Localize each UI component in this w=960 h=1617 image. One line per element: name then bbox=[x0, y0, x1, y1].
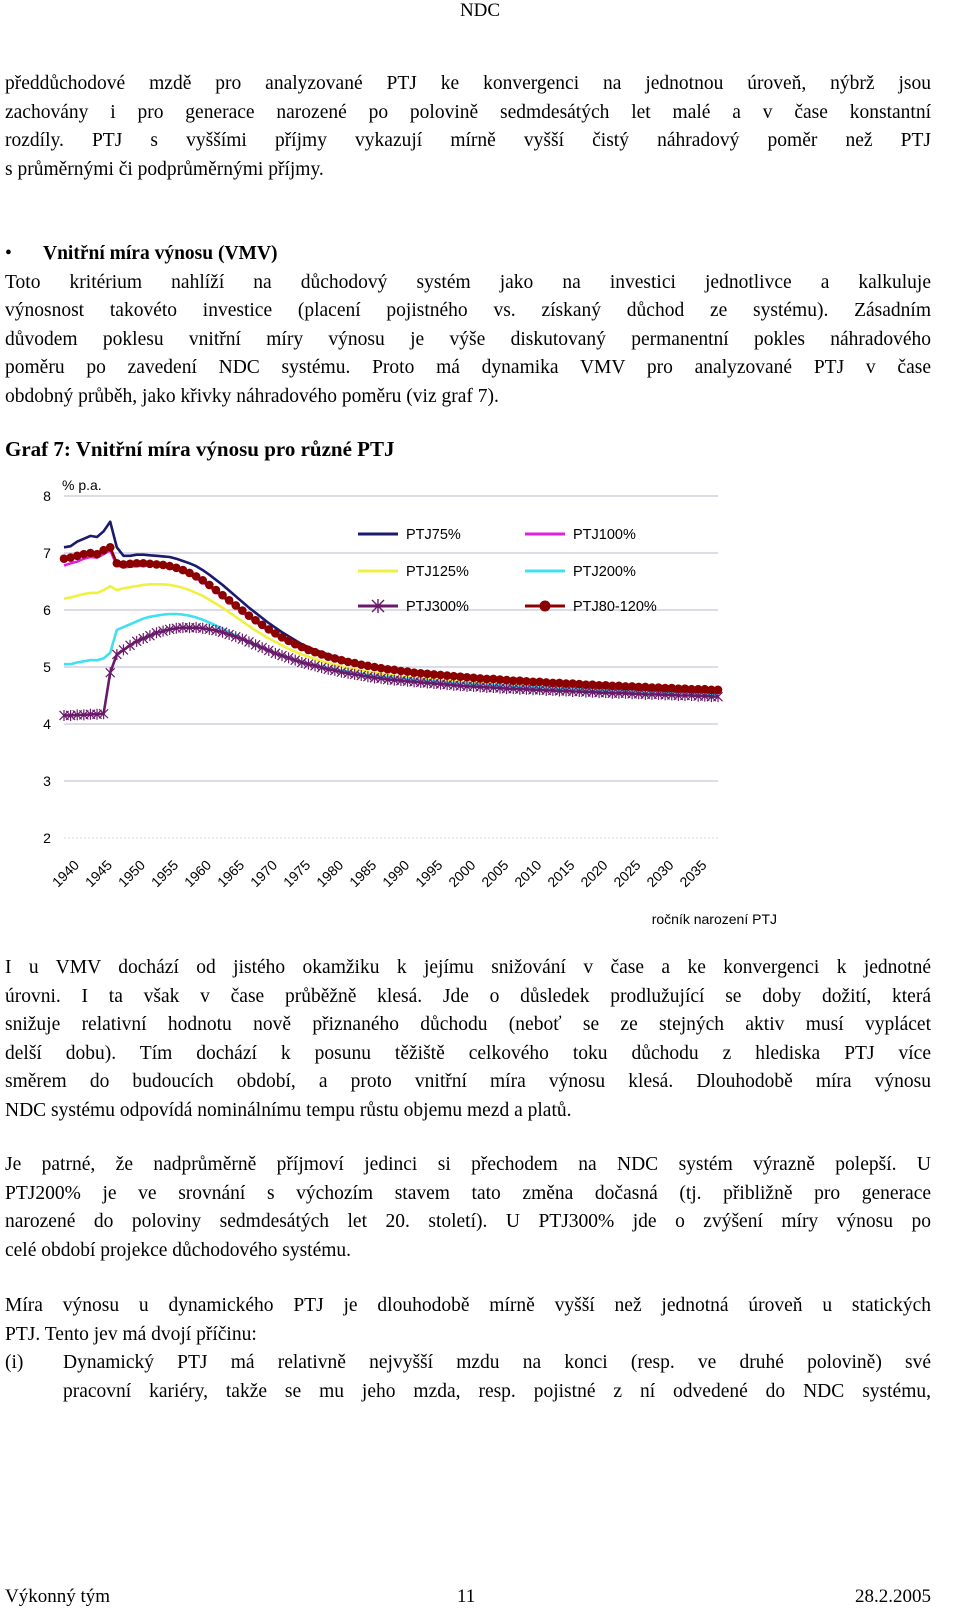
vmv-chart bbox=[0, 470, 960, 940]
text-line: poměru po zavedení NDC systému. Proto má dynamika VMV pro analyzované PTJ v čase bbox=[5, 357, 931, 378]
footer-team: Výkonný tým bbox=[5, 1586, 111, 1607]
x-tick-label: 1955 bbox=[147, 856, 182, 891]
y-tick-label: 3 bbox=[43, 773, 51, 789]
list-body bbox=[63, 1349, 931, 1406]
text-line: předdůchodové mzdě pro analyzované PTJ ke konvergenci na jednotnou úroveň, nýbrž jsou bbox=[5, 73, 931, 94]
list-number: (i) bbox=[5, 1352, 24, 1373]
x-tick-label: 1945 bbox=[81, 856, 116, 891]
x-tick-label: 1970 bbox=[246, 856, 281, 891]
x-tick-label: 2020 bbox=[577, 856, 611, 891]
text-line: delší dobu). Tím dochází k posunu těžiště celkového toku důchodu z hlediska PTJ více bbox=[5, 1042, 931, 1064]
paragraph-intro bbox=[5, 70, 931, 184]
legend-label: PTJ80-120% bbox=[573, 599, 657, 615]
x-tick-label: 2000 bbox=[445, 856, 479, 891]
text-line: obdobný průběh, jako křivky náhradového poměru (viz graf 7). bbox=[5, 385, 499, 407]
bullet-title bbox=[43, 240, 931, 269]
chart-svg bbox=[0, 470, 960, 940]
y-tick-label: 6 bbox=[43, 602, 51, 618]
legend-item bbox=[525, 599, 657, 615]
text-line: Míra výnosu u dynamického PTJ je dlouhodobě mírně vyšší než jednotná úroveň u statických bbox=[5, 1295, 931, 1316]
x-tick-label: 2015 bbox=[544, 856, 578, 891]
legend-item bbox=[358, 527, 461, 543]
page-header: NDC bbox=[459, 0, 501, 21]
text-line: I u VMV dochází od jistého okamžiku k jejímu snižování v čase a ke konvergenci k jednotné bbox=[5, 957, 931, 978]
text-line: NDC systému odpovídá nominálnímu tempu růstu objemu mezd a platů. bbox=[5, 1099, 572, 1121]
data-point bbox=[119, 644, 128, 655]
text-line: úrovni. I ta však v čase průběžně klesá. Jde o důsledek prodlužující se doby dožití, která bbox=[5, 985, 931, 1007]
data-point bbox=[106, 543, 115, 552]
page-number: 11 bbox=[457, 1586, 476, 1607]
legend-item bbox=[525, 564, 636, 580]
y-tick-label: 7 bbox=[43, 545, 51, 561]
legend-item bbox=[358, 599, 469, 615]
y-tick-label: 5 bbox=[43, 659, 51, 675]
x-tick-label: 2035 bbox=[676, 856, 710, 891]
legend-marker bbox=[540, 601, 551, 612]
x-tick-label: 1980 bbox=[313, 856, 347, 891]
paragraph-high-income bbox=[5, 1151, 931, 1265]
text-line: PTJ200% je ve srovnání s výchozím stavem tato změna dočasná (tj. přibližně pro generace bbox=[5, 1182, 931, 1204]
x-tick-label: 2030 bbox=[643, 856, 677, 891]
legend-label: PTJ300% bbox=[406, 599, 469, 615]
bullet-symbol: • bbox=[5, 243, 12, 264]
text-line: Dynamický PTJ má relativně nejvyšší mzdu na konci (resp. ve druhé polovině) své bbox=[63, 1352, 931, 1373]
paragraph-dynamic bbox=[5, 1292, 931, 1349]
legend-label: PTJ125% bbox=[406, 564, 469, 580]
text-line: PTJ. Tento jev má dvojí příčinu: bbox=[5, 1323, 257, 1345]
x-tick-label: 1985 bbox=[346, 856, 380, 891]
legend-label: PTJ200% bbox=[573, 564, 636, 580]
legend-label: PTJ75% bbox=[406, 527, 461, 543]
legend-item bbox=[525, 527, 636, 543]
y-axis-label: % p.a. bbox=[62, 477, 102, 493]
footer-date: 28.2.2005 bbox=[855, 1586, 931, 1607]
text-line: výnosnost takovéto investice (placení pojistného vs. získaný důchod ze systému). Zásadním bbox=[5, 300, 931, 321]
text-line: Toto kritérium nahlíží na důchodový systém jako na investici jednotlivce a kalkuluje bbox=[5, 271, 931, 293]
x-tick-label: 1975 bbox=[279, 856, 314, 891]
text-line: narozené do poloviny sedmdesátých let 20. století). U PTJ300% jde o zvýšení míry výnosu po bbox=[5, 1211, 931, 1232]
y-tick-label: 4 bbox=[43, 716, 51, 732]
text-line: snižuje relativní hodnotu nově přiznaného důchodu (neboť se ze stejných aktiv musí vyplácet bbox=[5, 1014, 931, 1035]
x-tick-label: 1965 bbox=[213, 856, 248, 891]
legend-label: PTJ100% bbox=[573, 527, 636, 543]
list-item bbox=[5, 1349, 931, 1409]
paragraph-convergence bbox=[5, 954, 931, 1125]
text-line: s průměrnými či podprůměrnými příjmy. bbox=[5, 158, 324, 180]
legend-item bbox=[358, 564, 469, 580]
text-line: celé období projekce důchodového systému. bbox=[5, 1239, 352, 1261]
data-point bbox=[112, 649, 121, 660]
y-tick-label: 2 bbox=[43, 830, 51, 846]
text-line: důvodem poklesu vnitřní míry výnosu je výše diskutovaný permanentní pokles náhradového bbox=[5, 328, 931, 350]
text-line: pracovní kariéry, takže se mu jeho mzda, resp. pojistné z ní odvedené do NDC systému, bbox=[63, 1380, 931, 1402]
data-point bbox=[714, 686, 723, 695]
x-tick-label: 1960 bbox=[180, 856, 215, 891]
x-tick-label: 1990 bbox=[379, 856, 413, 891]
y-tick-label: 8 bbox=[43, 488, 51, 504]
text-line: Je patrné, že nadprůměrně příjmoví jedinci si přechodem na NDC systém výrazně polepší. U bbox=[5, 1154, 931, 1175]
text-line: směrem do budoucích období, a proto vnitřní míra výnosu klesá. Dlouhodobě míra výnosu bbox=[5, 1071, 931, 1092]
paragraph-vmv bbox=[5, 269, 931, 412]
x-tick-label: 1950 bbox=[114, 856, 149, 891]
data-point bbox=[106, 667, 115, 678]
x-tick-label: 1995 bbox=[412, 856, 446, 891]
x-tick-label: 2005 bbox=[478, 856, 512, 891]
x-axis-label: ročník narození PTJ bbox=[651, 911, 777, 927]
figure-caption: Graf 7: Vnitřní míra výnosu pro různé PTJ bbox=[5, 437, 395, 461]
x-tick-label: 2025 bbox=[610, 856, 644, 891]
x-tick-label: 2010 bbox=[511, 856, 545, 891]
text-line: zachovány i pro generace narozené po polovině sedmdesátých let malé a v čase konstantní bbox=[5, 101, 931, 123]
bullet-heading: Vnitřní míra výnosu (VMV) bbox=[43, 243, 278, 264]
text-line: rozdíly. PTJ s vyššími příjmy vykazují mírně vyšší čistý náhradový poměr než PTJ bbox=[5, 130, 931, 151]
x-tick-label: 1940 bbox=[48, 856, 83, 891]
